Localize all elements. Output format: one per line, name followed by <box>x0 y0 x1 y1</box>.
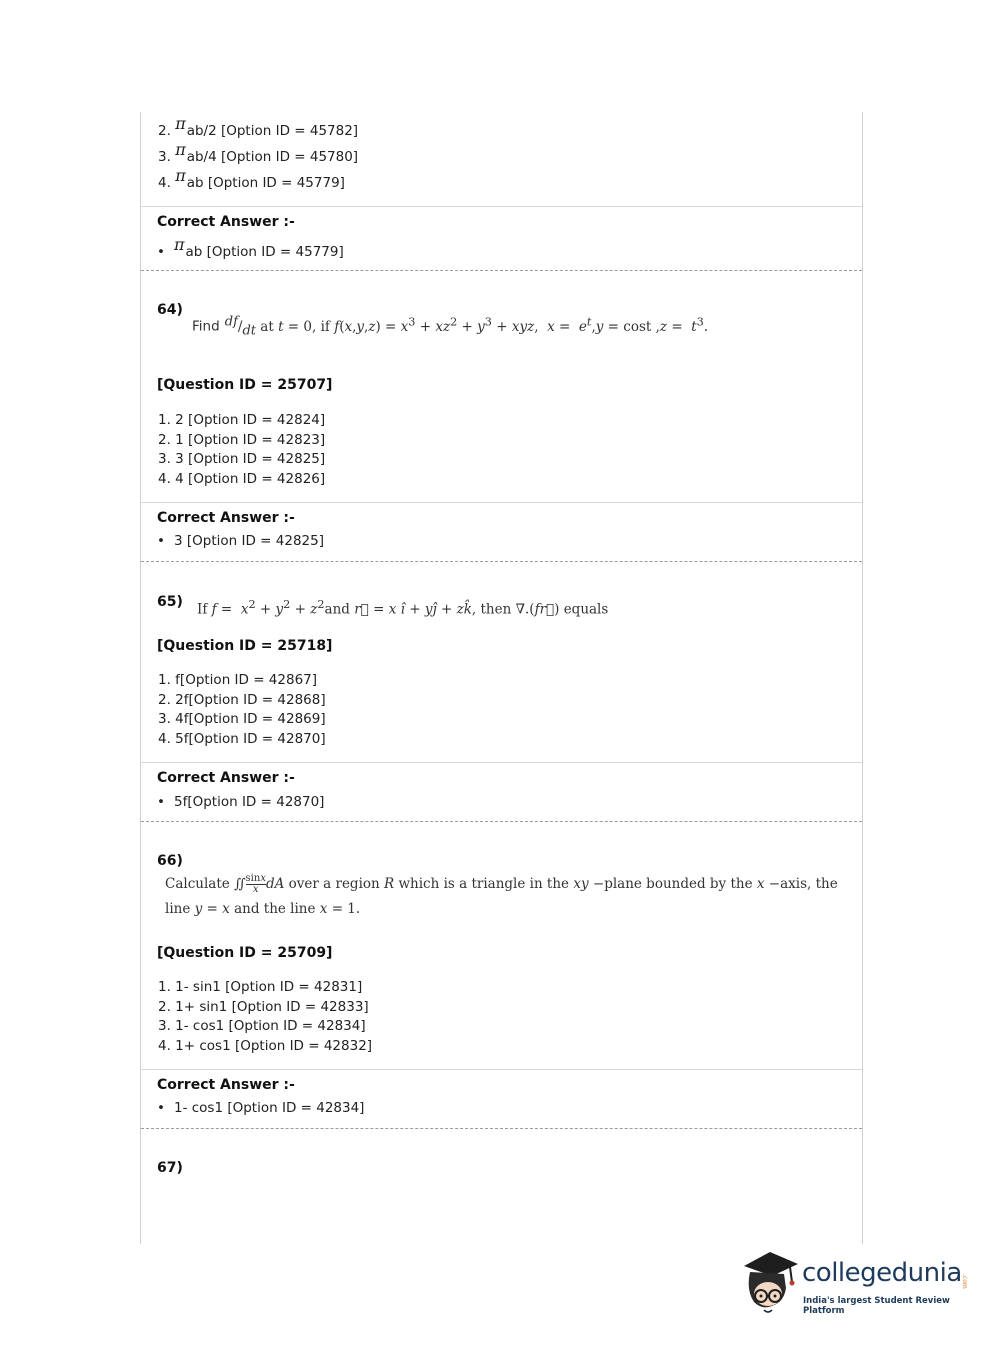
divider <box>141 762 862 763</box>
q64-option: 4. 4 [Option ID = 42826] <box>158 470 326 487</box>
q64-formula: $^{df}/_{dt}$ at t = 0, if $f(x,y,z) = x^3 + xz^2 + y^3$ + xyz, $x = e^t,y = \cos t$ $,z = t^3$. <box>224 314 709 339</box>
q66-option: 3. 1- cos1 [Option ID = 42834] <box>158 1018 366 1034</box>
q64-option: 1. 2 [Option ID = 42824] <box>158 412 326 428</box>
q63-option-2: 2. πab/2 [Option ID = 45782] <box>158 114 359 139</box>
q65-correct-answer: • 5f[Option ID = 42870] <box>157 794 325 810</box>
q66-option: 4. 1+ cos1 [Option ID = 42832] <box>158 1037 373 1054</box>
q64-question-text: Find $^{df}/_{dt}$ at t = 0, if $f(x,y,z) = x^3 + xz^2 + y^3$ + xyz, $x = e^t,y = \cos t$ $,z = t^3$. <box>192 314 709 339</box>
q65-question-id: [Question ID = 25718] <box>157 638 333 654</box>
q66-correct-answer: • 1- cos1 [Option ID = 42834] <box>157 1100 365 1116</box>
q65-correct-answer-label: Correct Answer :- <box>157 770 295 786</box>
divider <box>141 206 862 207</box>
q63-option-3: 3. πab/4 [Option ID = 45780] <box>158 140 359 165</box>
q66-number: 66) <box>157 853 183 869</box>
logo-wordmark: collegedunia <box>802 1258 962 1288</box>
q63-correct-answer: • πab [Option ID = 45779] <box>157 235 344 260</box>
logo-suffix: .com <box>961 1274 968 1289</box>
q66-correct-answer-label: Correct Answer :- <box>157 1077 295 1093</box>
q66-option: 1. 1- sin1 [Option ID = 42831] <box>158 979 363 995</box>
q64-option: 2. 1 [Option ID = 42823] <box>158 431 326 448</box>
q65-question-text: If $f = x^2 + y^2 + z^2and$ r⃗ = x î + yĵ + zk̂, then ∇.(fr⃗) equals <box>197 598 609 618</box>
q63-option-4: 4. πab [Option ID = 45779] <box>158 166 345 191</box>
q66-options <box>158 978 372 1056</box>
logo-tagline: India's largest Student Review Platform <box>803 1296 950 1316</box>
q65-option: 1. f[Option ID = 42867] <box>158 672 318 688</box>
question-separator <box>141 270 862 271</box>
divider <box>141 502 862 503</box>
q64-number: 64) <box>157 302 183 318</box>
pi-symbol: π <box>174 235 185 254</box>
q66-option: 2. 1+ sin1 [Option ID = 42833] <box>158 998 369 1015</box>
q65-options <box>158 671 326 749</box>
q63-correct-answer-label: Correct Answer :- <box>157 214 295 230</box>
question-separator <box>141 561 862 562</box>
q66-question-id: [Question ID = 25709] <box>157 945 333 961</box>
q66-question-text: Calculate ∬ $\frac{\sin x}{x}$ dA over a region R which is a triangle in the xy −plane bounded by the x −axis, the line y = x and the line x = 1. <box>165 873 838 917</box>
q65-option: 2. 2f[Option ID = 42868] <box>158 691 326 708</box>
q65-number: 65) <box>157 594 183 610</box>
divider <box>141 1069 862 1070</box>
pi-symbol: π <box>175 166 186 185</box>
q67-number: 67) <box>157 1160 183 1176</box>
q65-option: 3. 4f[Option ID = 42869] <box>158 711 326 727</box>
pi-symbol: π <box>175 140 186 159</box>
question-paper-frame <box>140 112 863 1244</box>
q64-correct-answer: • 3 [Option ID = 42825] <box>157 533 324 549</box>
q64-option: 3. 3 [Option ID = 42825] <box>158 451 326 467</box>
pi-symbol: π <box>175 114 186 133</box>
collegedunia-logo[interactable] <box>740 1248 980 1320</box>
mascot-icon <box>740 1250 802 1316</box>
q65-option: 4. 5f[Option ID = 42870] <box>158 730 326 747</box>
q64-options <box>158 411 325 489</box>
q64-correct-answer-label: Correct Answer :- <box>157 510 295 526</box>
question-separator <box>141 821 862 822</box>
question-separator <box>141 1128 862 1129</box>
q64-question-id: [Question ID = 25707] <box>157 377 333 393</box>
